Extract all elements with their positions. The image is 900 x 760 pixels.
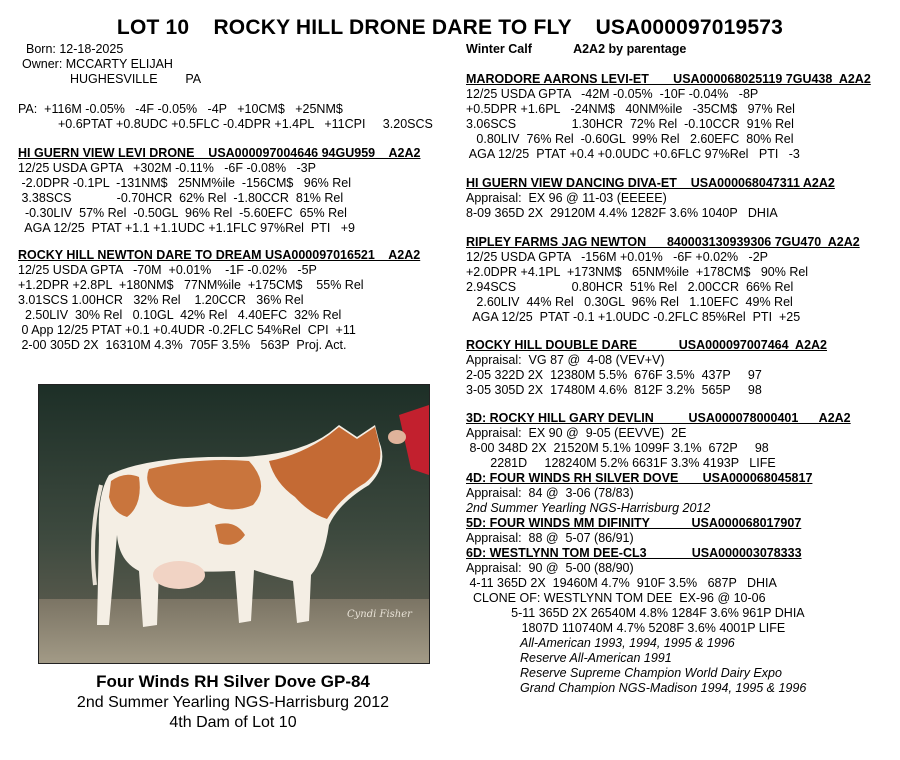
mgs-line: +0.5DPR +1.6PL -24NM$ 40NM%ile -35CM$ 97% Rel [466,102,795,116]
sire-line: 12/25 USDA GPTA +302M -0.11% -6F -0.08% -3P [18,161,316,175]
mgd-line: Appraisal: EX 96 @ 11-03 (EEEEE) [466,191,667,205]
d6-line: Appraisal: 90 @ 5-00 (88/90) [466,561,634,575]
dam-header: ROCKY HILL NEWTON DARE TO DREAM USA000097016521 A2A2 [18,248,421,262]
cow-photo-illustration [39,385,429,663]
page-title: LOT 10 ROCKY HILL DRONE DARE TO FLY USA000097019573 [116,16,784,39]
gd-line: 2-05 322D 2X 12380M 5.5% 676F 3.5% 437P 97 [466,368,762,382]
ds-line: 2.94SCS 0.80HCR 51% Rel 2.00CCR 66% Rel [466,280,794,294]
pa-line-2: +0.6PTAT +0.8UDC +0.5FLC -0.4DPR +1.4PL +11CPI 3.20SCS [58,117,433,131]
d6-honor: Grand Champion NGS-Madison 1994, 1995 & 1996 [520,681,807,695]
d6-honor: Reserve Supreme Champion World Dairy Expo [520,666,782,680]
mgs-line: 12/25 USDA GPTA -42M -0.05% -10F -0.04% -8P [466,87,759,101]
d6-line: 1807D 110740M 4.7% 5208F 3.6% 4001P LIFE [466,621,786,635]
d4-line: Appraisal: 84 @ 3-06 (78/83) [466,486,634,500]
born-date: Born: 12-18-2025 [26,42,124,56]
ds-line: 12/25 USDA GPTA -156M +0.01% -6F +0.02% -2P [466,250,769,264]
photo-caption-title: Four Winds RH Silver Dove GP-84 [96,672,370,691]
sire-line: 3.38SCS -0.70HCR 62% Rel -1.80CCR 81% Rel [18,191,344,205]
ds-line: +2.0DPR +4.1PL +173NM$ 65NM%ile +178CM$ 90% Rel [466,265,809,279]
photographer-signature: Cyndi Fisher [347,609,412,620]
owner-location: HUGHESVILLE PA [70,72,202,86]
pa-line-1: PA: +116M -0.05% -4F -0.05% -4P +10CM$ +25NM$ [18,102,343,116]
sire-header: HI GUERN VIEW LEVI DRONE USA000097004646 94GU959 A2A2 [18,146,421,160]
photo-caption-relation: 4th Dam of Lot 10 [169,714,297,731]
winter-calf-note: Winter Calf A2A2 by parentage [466,42,687,56]
dam-line: 2-00 305D 2X 16310M 4.3% 705F 3.5% 563P Proj. Act. [18,338,347,352]
d6-header: 6D: WESTLYNN TOM DEE-CL3 USA000003078333 [466,546,802,560]
d4-award: 2nd Summer Yearling NGS-Harrisburg 2012 [466,501,711,515]
sire-line: -2.0DPR -0.1PL -131NM$ 25NM%ile -156CM$ 96% Rel [18,176,352,190]
mgs-header: MARODORE AARONS LEVI-ET USA000068025119 7GU438 A2A2 [466,72,871,86]
mgd-line: 8-09 365D 2X 29120M 4.4% 1282F 3.6% 1040P DHIA [466,206,778,220]
d5-line: Appraisal: 88 @ 5-07 (86/91) [466,531,634,545]
d6-honor: Reserve All-American 1991 [520,651,672,665]
dam-line: 12/25 USDA GPTA -70M +0.01% -1F -0.02% -5P [18,263,317,277]
mgs-line: 3.06SCS 1.30HCR 72% Rel -0.10CCR 91% Rel [466,117,794,131]
sire-line: -0.30LIV 57% Rel -0.50GL 96% Rel -5.60EFC 65% Rel [18,206,347,220]
d3-header: 3D: ROCKY HILL GARY DEVLIN USA000078000401 A2A2 [466,411,851,425]
gd-line: Appraisal: VG 87 @ 4-08 (VEV+V) [466,353,665,367]
dam-line: 0 App 12/25 PTAT +0.1 +0.4UDR -0.2FLC 54%Rel CPI +11 [18,323,356,337]
d3-line: Appraisal: EX 90 @ 9-05 (EEVVE) 2E [466,426,687,440]
d6-line: 4-11 365D 2X 19460M 4.7% 910F 3.5% 687P DHIA [466,576,777,590]
dam-line: 2.50LIV 30% Rel 0.10GL 42% Rel 4.40EFC 32% Rel [18,308,342,322]
cow-photo [38,384,430,664]
ds-header: RIPLEY FARMS JAG NEWTON 840003130939306 7GU470 A2A2 [466,235,860,249]
gd-line: 3-05 305D 2X 17480M 4.6% 812F 3.2% 565P 98 [466,383,762,397]
gd-header: ROCKY HILL DOUBLE DARE USA000097007464 A2A2 [466,338,828,352]
d3-line: 2281D 128240M 5.2% 6631F 3.3% 4193P LIFE [466,456,776,470]
mgs-line: AGA 12/25 PTAT +0.4 +0.0UDC +0.6FLC 97%Rel PTI -3 [466,147,800,161]
ds-line: 2.60LIV 44% Rel 0.30GL 96% Rel 1.10EFC 49% Rel [466,295,793,309]
d4-header: 4D: FOUR WINDS RH SILVER DOVE USA000068045817 [466,471,813,485]
sire-line: AGA 12/25 PTAT +1.1 +1.1UDC +1.1FLC 97%Rel PTI +9 [18,221,355,235]
d5-header: 5D: FOUR WINDS MM DIFINITY USA000068017907 [466,516,802,530]
ds-line: AGA 12/25 PTAT -0.1 +1.0UDC -0.2FLC 85%Rel PTI +25 [466,310,801,324]
d6-line: CLONE OF: WESTLYNN TOM DEE EX-96 @ 10-06 [466,591,766,605]
dam-line: +1.2DPR +2.8PL +180NM$ 77NM%ile +175CM$ 55% Rel [18,278,364,292]
mgs-line: 0.80LIV 76% Rel -0.60GL 99% Rel 2.60EFC 80% Rel [466,132,794,146]
d6-honor: All-American 1993, 1994, 1995 & 1996 [520,636,735,650]
d6-line: 5-11 365D 2X 26540M 4.8% 1284F 3.6% 961P DHIA [466,606,805,620]
dam-line: 3.01SCS 1.00HCR 32% Rel 1.20CCR 36% Rel [18,293,304,307]
photo-caption-award: 2nd Summer Yearling NGS-Harrisburg 2012 [76,694,390,711]
owner-name: Owner: MCCARTY ELIJAH [22,57,173,71]
d3-line: 8-00 348D 2X 21520M 5.1% 1099F 3.1% 672P 98 [466,441,769,455]
mgd-header: HI GUERN VIEW DANCING DIVA-ET USA000068047311 A2A2 [466,176,835,190]
